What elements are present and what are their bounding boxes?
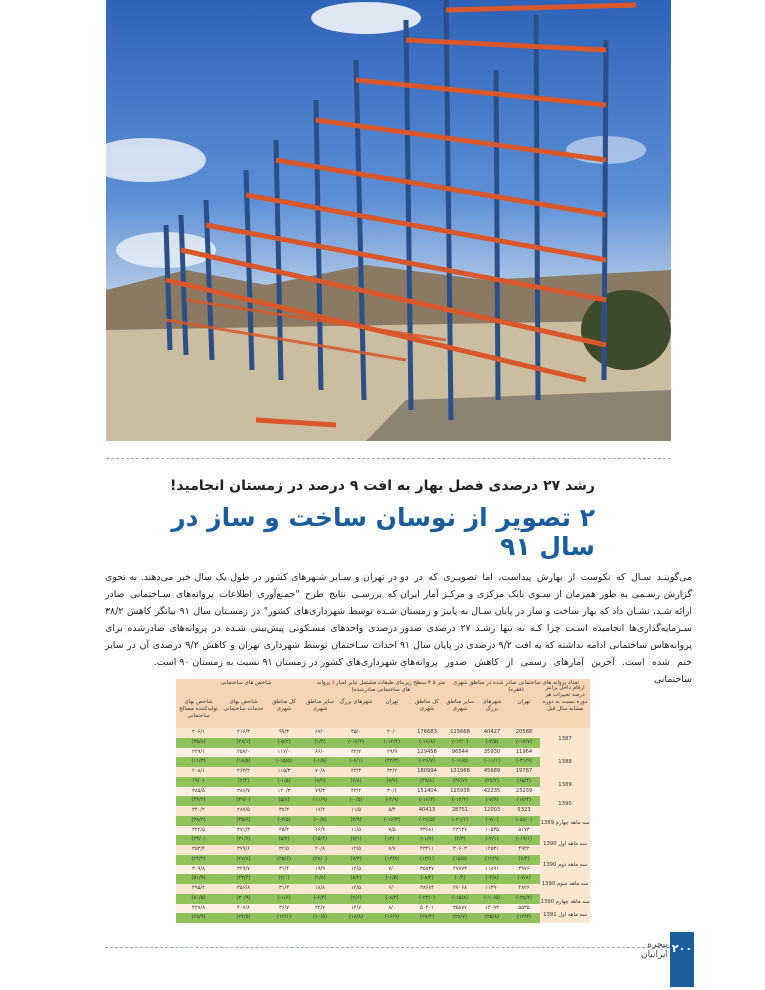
period-label: سه ماهه اول 1390 <box>543 841 587 847</box>
table-row <box>176 757 540 767</box>
table-row <box>176 865 540 875</box>
table-row <box>176 796 540 806</box>
table-cell: (۱۱/۹) <box>312 797 328 804</box>
table-cell: 40413 <box>418 807 436 813</box>
table-row <box>176 748 540 758</box>
table-cell: ۴۰۷/۸ <box>237 904 250 911</box>
table-cell: (۸۰/۵) <box>191 894 206 901</box>
table-cell: ۵۰۴۰۱ <box>420 904 434 911</box>
table-cell: (۴۳/۴) <box>236 875 251 882</box>
header-col: شهرهای بزرگ <box>482 699 502 712</box>
table-cell: ۳۷/۲ <box>278 807 290 813</box>
magazine-name: پنجره ایرانیان <box>640 940 668 960</box>
table-cell: (۱۳/۸) <box>384 855 400 862</box>
period-label: سه ماهه چهارم 1389 <box>540 820 590 826</box>
table-cell: (-۲۶/۷) <box>418 758 436 765</box>
header-col: شاخص بهای خدمات ساختمانی <box>223 699 264 712</box>
table-cell: 96544 <box>451 748 469 755</box>
table-cell: ۱۰۵۳۵ <box>485 826 499 833</box>
table-cell: 180994 <box>417 768 437 774</box>
table-cell: (۰/۴) <box>454 875 466 882</box>
table-cell: (-۲/۱) <box>485 836 499 843</box>
period-label: سه ماهه چهارم 1390 <box>540 899 590 905</box>
table-cell: ۳۵۷۳۷ <box>420 865 434 872</box>
table-cell: ۱۱۳۹۰ <box>485 885 499 891</box>
table-cell: (-۷/۰) <box>485 816 499 823</box>
table-cell: (-۱۵/۸) <box>451 894 469 901</box>
table-cell: (-۶/۱) <box>349 758 363 765</box>
table-cell: (۲۸/۱) <box>236 738 251 745</box>
table-cell: ۴۳۴۱۱ <box>420 846 434 852</box>
table-cell: ۲۰۶/۱ <box>192 729 205 735</box>
table-cell: ۳۴۲/۵ <box>192 826 205 833</box>
table-cell: (۶۵/۴) <box>516 777 532 784</box>
table-cell: 115668 <box>450 729 470 735</box>
table-cell: (۲۵/۹) <box>191 914 206 921</box>
table-cell: (-۱/۵) <box>385 875 399 882</box>
table-cell: (۲۴/۰) <box>191 836 206 843</box>
table-cell: 11964 <box>515 748 533 755</box>
table-cell: 20588 <box>515 729 533 735</box>
table-cell: 5323 <box>517 807 531 813</box>
table-cell: ۲۷۰۶۸ <box>453 885 467 891</box>
table-row <box>176 728 540 738</box>
table-cell: 115938 <box>450 787 470 794</box>
table-cell: (۷/۱) <box>350 836 362 843</box>
table-cell: (۱۲/۰) <box>384 836 400 843</box>
table-cell: ۲۷۷۷۳ <box>453 865 467 872</box>
table-cell: (۱۸/۸) <box>348 914 364 921</box>
table-row <box>176 904 540 914</box>
table-cell: (۱۵/۴) <box>312 836 328 843</box>
table-cell: ۶۶/۰ <box>314 748 326 755</box>
table-row <box>176 874 540 884</box>
period-label: 1388 <box>558 759 572 765</box>
table-cell: (-۱۶/۵) <box>451 758 469 765</box>
period-label: 1389 <box>558 782 572 788</box>
table-cell: 35930 <box>483 748 501 755</box>
article-subtitle: رشد ۲۷ درصدی فصل بهار به افت ۹ درصد در زمستان انجامید! <box>170 478 595 494</box>
table-cell: ۴۹۴۲ <box>518 846 530 852</box>
table-cell: ۳۹۷۶ <box>518 865 530 872</box>
table-cell: ۱۱۵/۳ <box>277 768 291 774</box>
table-cell: ۲۶۳/۲ <box>237 768 250 774</box>
table-cell: (۱۶/۹) <box>384 914 400 921</box>
table-cell: ۲۵۷/۰ <box>237 748 250 755</box>
header-col: تهران <box>385 699 399 705</box>
table-cell: (-۱۶/۳) <box>383 816 401 823</box>
table-cell: ۱۲/۵ <box>350 885 362 891</box>
table-cell: (۱/۸) <box>314 875 326 882</box>
table-cell: (۱۲/۹) <box>484 855 500 862</box>
table-cell: (۲۷/۴) <box>419 914 435 921</box>
table-cell: 19787 <box>515 768 533 774</box>
table-cell: ۱۲/۵ <box>350 865 362 872</box>
table-cell: (۹/۰) <box>192 777 205 784</box>
table-cell: ۳۱/۳ <box>278 885 290 891</box>
table-cell: (۳۸/۲) <box>191 816 206 823</box>
period-label: سه ماهه سوم 1390 <box>541 881 589 887</box>
table-cell: ۳۴۰/۲ <box>192 807 205 813</box>
table-cell: 45689 <box>483 768 501 774</box>
table-cell: ۴۲۷/۸ <box>192 904 205 911</box>
table-cell: ۴۵/۰ <box>350 729 362 735</box>
table-cell: (۳۵/۸) <box>191 738 206 745</box>
table-cell: (-۳۸/۲) <box>515 894 533 901</box>
table-cell: 151404 <box>417 787 437 794</box>
table-cell: 12003 <box>483 807 501 813</box>
table-cell: ۴۳/۲ <box>350 787 362 794</box>
table-cell: (-۸/۲) <box>385 894 399 901</box>
table-cell: ۶/۰ <box>388 885 396 891</box>
table-cell: (۲۷/۲) <box>484 777 500 784</box>
table-cell: (-۸/۲) <box>420 875 434 882</box>
table-cell: (-۵۷/۰) <box>515 816 533 823</box>
table-cell: ۱۲۵۳۱ <box>485 846 499 852</box>
table-cell: ۳۷۹/۶ <box>237 846 250 852</box>
table-cell: ۱۱/۵ <box>350 807 362 813</box>
table-cell: (۷/۳) <box>350 855 362 862</box>
table-cell: ۲۵/۳ <box>278 826 290 833</box>
header-group-area: متر‌ ۵ ۳ سطح زیربنای طبقات مشتمل تبایر امبار ( پروانه های ساختمانی صادرشده) <box>317 680 445 693</box>
table-cell: ۲۳۱۳۷ <box>453 826 467 833</box>
table-row <box>176 816 540 826</box>
header-group-indices: شاخص های ساختمانی <box>220 680 272 686</box>
header-col: سایر مناطق شهری <box>446 699 474 712</box>
table-cell: 131988 <box>450 768 470 774</box>
table-row <box>176 826 540 836</box>
table-cell: (-۱۹/۱) <box>515 836 533 843</box>
table-cell: (۷/۲) <box>314 777 326 784</box>
table-cell: ۲۹/۹ <box>386 748 398 755</box>
table-cell: ۵۱۷۳ <box>518 826 530 833</box>
table-cell: (۸/۲) <box>350 875 362 882</box>
table-cell: ۱۴۰۹۳ <box>485 904 499 911</box>
table-cell: ۱۱۷/۰ <box>277 748 291 755</box>
table-cell: (۱۳/۳) <box>516 914 532 921</box>
table-row <box>176 884 540 894</box>
table-cell: (-۴/۸) <box>485 875 499 882</box>
table-cell: ۲۰۸/۱ <box>192 768 205 774</box>
table-cell: ۳۰۹/۸ <box>192 865 205 872</box>
table-cell: (-۲/۵) <box>485 738 499 745</box>
table-cell: (۶/۴) <box>518 855 530 862</box>
table-cell: ۷۹/۳ <box>314 787 326 794</box>
table-cell: ۱۲۰/۳ <box>277 787 291 794</box>
table-cell: 42235 <box>483 787 501 794</box>
table-cell: (-۱/۵) <box>313 758 327 765</box>
table-row <box>176 767 540 777</box>
table-cell: (۱۰/۵) <box>312 914 328 921</box>
table-cell: ۷/۰ <box>388 865 396 872</box>
table-cell: (-۱۷/۲) <box>347 738 365 745</box>
table-cell: ۵/۴ <box>388 807 396 813</box>
table-cell: ۹۹/۳ <box>278 729 290 735</box>
table-cell: ۵۵۳۵ <box>518 904 530 911</box>
table-cell: (۳۵/۶) <box>236 816 251 823</box>
article-column-right: می‌گوینـد سـال که نکوست از بهارش پیداست، اما تصویـری که در دو گزارش رسـمی به طور همزمان از سـوی بانک مرکزی و مرکـز آمار ایران ارائه شـد، نشـان داد که بهار ساخت و ساز در پایان سـال به پاییز و زمستان سـرمایه‌گذاری‌ها انجامیده اسـت چرا کـه نه تنها رشـد ۲۷ درصدی صدور پروانه‌هاس ساختمانی ادامه نداشته که به افت ۹/۲ درصدی در پایان سال ۹۱ ختم شده است. آخرین آمارهای رسمی از کاهش صدور پروانه‌های ساختمانی <box>400 572 692 685</box>
table-cell: ۳۸۵/۵ <box>192 787 205 794</box>
table-row <box>176 738 540 748</box>
table-cell: ۳۵۶/۸ <box>237 885 250 891</box>
table-cell: (۱۵/۵) <box>452 855 468 862</box>
table-cell: 176683 <box>417 729 437 735</box>
period-label: 1390 <box>558 801 572 807</box>
table-cell: (۲۸/۷) <box>452 914 468 921</box>
table-cell: ۴۸۲۶ <box>518 885 530 891</box>
table-cell: ۳۲/۲ <box>386 768 398 774</box>
table-cell: (۱۲/۱) <box>276 914 292 921</box>
table-cell: (-۱۲/۴) <box>383 738 401 745</box>
table-cell: (۴۲/۳) <box>384 758 400 765</box>
table-cell: (-۴/۹) <box>385 797 399 804</box>
table-cell: ۳۷۱/۳ <box>237 826 250 833</box>
table-cell: (-۲۳/۰) <box>418 894 436 901</box>
table-cell: (-۴۱/۹) <box>515 758 533 765</box>
table-cell: (۲/۰) <box>278 875 290 882</box>
table-cell: ۷۰/۸ <box>314 768 326 774</box>
header-col: شاخص بهای تولیدکننده مصالح ساختمانی <box>179 699 218 719</box>
table-cell: (۲/۶) <box>350 894 362 901</box>
table-row <box>176 913 540 923</box>
table-cell: 28751 <box>451 807 469 813</box>
table-cell: (-۱۵/۵) <box>275 758 293 765</box>
table-cell: (-۷/۸) <box>517 875 531 882</box>
table-cell: ۳۸۶/۷ <box>237 787 250 794</box>
table-cell: ۳۲/۵ <box>278 846 290 852</box>
table-cell: ۳۶/۷ <box>278 904 290 911</box>
period-label: 1387 <box>558 736 572 742</box>
table-cell: (۲/۴) <box>237 777 250 784</box>
table-cell: (۱۲/۱) <box>419 855 435 862</box>
table-cell: ۱۱/۵ <box>350 826 362 833</box>
footer-divider <box>105 947 670 948</box>
table-cell: (۴/۳) <box>454 836 466 843</box>
divider-top <box>106 458 671 459</box>
table-row <box>176 787 540 797</box>
table-cell: ۲۲/۷ <box>314 904 326 911</box>
article-column-left: در تهران و سـایر شـهرهای کشور در طول یک سال خبر می‌دهند. به نحوی که بررسـی نتایج طرح "جمـع‌آوری اطلاعات پروانه‌های سـاختمانی صادر شـده توسط شهرداری‌های کشور" در زمسـتان سال ۹۱ بیانگر کاهش ۳۸/۲ درصدی واحدهای مسـکونی پیش‌بینی شـده در پروانه‌های صادرشده برای احداث سـاختمان توسط شهرداری تهران و کاهش ۹/۲ درصدی آن در سایر شهرداری‌های کشور در زمستان ۹۱ نسبت به زمستان ۹۰ است. <box>105 572 397 668</box>
table-cell: (-۱۷/۷) <box>515 738 533 745</box>
period-label: سه ماهه اول 1391 <box>543 912 587 918</box>
table-cell: (۲۵/۶) <box>276 855 292 862</box>
table-cell: (۲۴/۲) <box>191 855 206 862</box>
table-cell: (۲/۸) <box>350 777 362 784</box>
table-cell: ۲۰/۰ <box>386 729 398 735</box>
table-cell: (-۱۱/۱) <box>483 758 501 765</box>
table-cell: (-۵/۲) <box>277 738 291 745</box>
table-row <box>176 835 540 845</box>
table-cell: (۳۱/۶) <box>236 836 251 843</box>
table-cell: (-۶/۴) <box>313 894 327 901</box>
table-cell: 40427 <box>483 729 501 735</box>
table-cell: (-۱۳/۰) <box>451 738 469 745</box>
table-cell: (-۱/۷) <box>420 836 434 843</box>
statistics-table <box>176 679 590 923</box>
table-cell: ۳۳۶۸۱ <box>420 826 434 833</box>
table-cell: (۱/۴) <box>314 738 326 745</box>
table-row <box>176 894 540 904</box>
table-cell: ۳۲۹/۷ <box>237 865 250 872</box>
table-cell: (۷/۶) <box>386 777 398 784</box>
table-cell: (۵۱/۹) <box>191 875 206 882</box>
table-cell: (-۰/۷) <box>313 816 327 823</box>
steel-frame-construction-photo <box>106 0 671 441</box>
header-group-permits: تعداد پروانه های ساختمانی صادر شده در مناطق شهری (فقره) <box>452 680 580 693</box>
table-row <box>176 845 540 855</box>
table-cell: (۵/۸) <box>278 797 290 804</box>
table-cell: ۷/۷ <box>388 846 396 852</box>
table-cell: (۵/۲) <box>278 836 290 843</box>
table-cell: ۲۰/۸ <box>314 846 326 852</box>
table-cell: (۳۶/۷) <box>452 777 468 784</box>
table-cell: ۱۲/۵ <box>350 846 362 852</box>
table-cell: ۱۴/۷ <box>350 904 362 911</box>
table-cell: (۱۸/۵) <box>236 758 251 765</box>
table-cell: (۲/۹) <box>350 816 362 823</box>
table-cell: (۳۹/۰) <box>236 797 251 804</box>
table-cell: ۳۰۶۰۳ <box>453 846 467 852</box>
table-cell: (۴۳/۲) <box>191 797 206 804</box>
table-cell: (-۲۶/۵) <box>418 816 436 823</box>
table-cell: (۴۹/۸) <box>419 777 435 784</box>
table-cell: 129458 <box>417 748 437 755</box>
construction-image <box>106 0 671 441</box>
table-cell: (-۷/۶) <box>485 797 499 804</box>
table-cell: (۲۷/۸) <box>236 855 251 862</box>
table-cell: (-۱۰/۵) <box>483 894 501 901</box>
table-cell: (-۲۱/۱) <box>451 816 469 823</box>
table-cell: (۲۴/۵) <box>236 914 251 921</box>
table-cell: (۲۸/۰) <box>312 855 328 862</box>
table-cell: ۱۷/۲ <box>314 807 326 813</box>
header-col: شهرهای بزرگ <box>339 699 373 705</box>
table-cell: ۱۱۸۹۱ <box>485 865 499 872</box>
header-col: تهران <box>517 699 531 705</box>
table-cell: ۳۱/۴ <box>278 865 290 872</box>
table-cell: ۲۱۶/۳ <box>237 729 250 735</box>
page-number: ۲۰۰ <box>670 932 694 987</box>
period-label: سه ماهه دوم 1390 <box>542 862 588 868</box>
label-header: ارقام داخل پرانتز درصد تغییرات هر دوره نسبت به دوره مشابه سال قبل <box>542 685 588 712</box>
table-cell: (-۱۲/۲) <box>451 797 469 804</box>
table-cell: (۱۱/۳) <box>191 758 206 765</box>
table-cell: (۳۰/۹) <box>236 894 251 901</box>
table-cell: ۳۰/۶ <box>386 787 398 794</box>
table-cell: ۳۹۵/۲ <box>192 885 205 891</box>
table-cell: ۲۲۹/۱ <box>192 748 205 755</box>
table-cell: ۴۳/۳ <box>350 768 362 774</box>
table-row <box>176 777 540 787</box>
period-labels <box>540 728 590 923</box>
table-cell: (۲۵/۸) <box>484 914 500 921</box>
table-cell: ۲۸۷/۵ <box>237 807 250 813</box>
table-row <box>176 855 540 865</box>
table-cell: (-۱/۶) <box>277 894 291 901</box>
table-cell: ۴۲/۲ <box>350 748 362 755</box>
table-cell: ۳۸۶۸۴ <box>420 885 434 891</box>
table-cell: ۳۵۸۷۷ <box>453 904 467 911</box>
table-cell: ۷/۵ <box>388 826 396 833</box>
table-row <box>176 806 540 816</box>
header-col: سایر مناطق شهری <box>306 699 334 712</box>
table-cell: (۱۷/۴) <box>516 797 532 804</box>
table-cell: (-۱۶/۳) <box>418 797 436 804</box>
header-col: کل مناطق شهری <box>272 699 296 712</box>
table-cell: (-۳/۵) <box>277 816 291 823</box>
table-cell: (-۱/۵) <box>277 777 291 784</box>
table-cell: ۱۶/۲ <box>314 826 326 833</box>
header-col: کل مناطق شهری <box>415 699 439 712</box>
article-title: ۲ تصویر از نوسان ساخت و ساز در سال ۹۱ <box>171 503 595 561</box>
table-cell: ۶۷/۰ <box>314 729 326 735</box>
table-cell: ۳۵۳/۴ <box>192 846 205 852</box>
table-cell: 23239 <box>515 787 533 794</box>
table-cell: (-۱۶/۸) <box>418 738 436 745</box>
table-cell: (-۰/۵) <box>349 797 363 804</box>
table-cell: ۸/۰ <box>388 904 396 911</box>
table-cell: ۱۸/۸ <box>314 885 326 891</box>
table-cell: ۱۹/۹ <box>314 865 326 872</box>
